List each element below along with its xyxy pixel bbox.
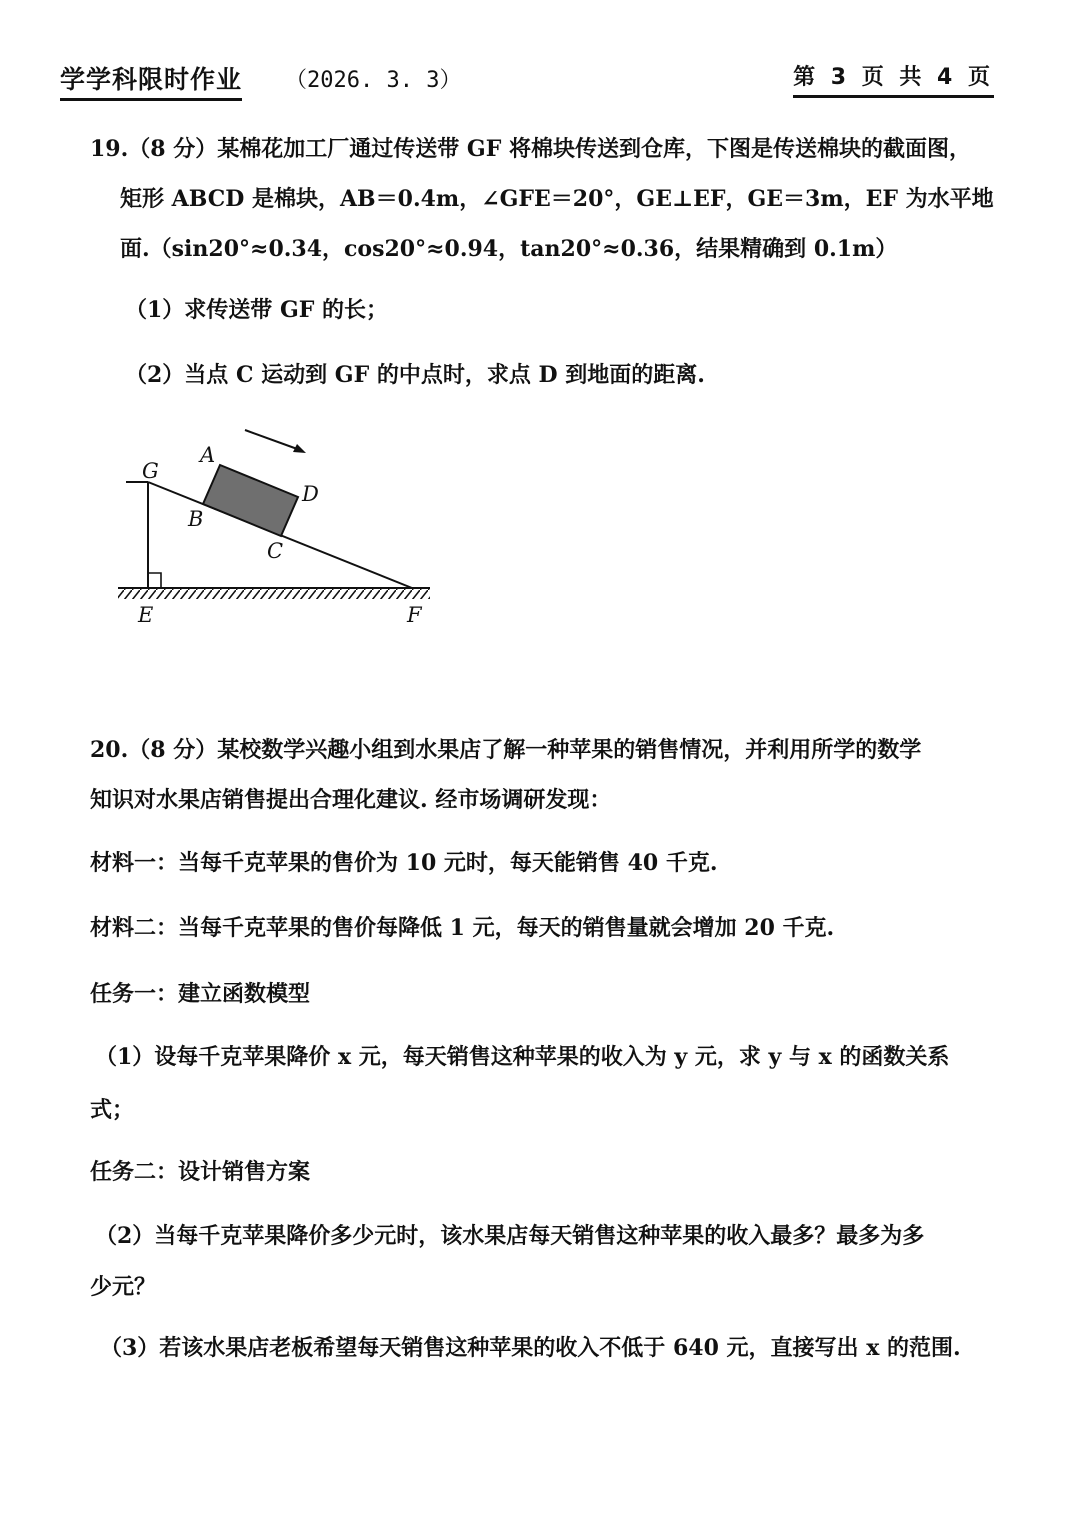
q20-line-1: 20.（8 分）某校数学兴趣小组到水果店了解一种苹果的销售情况，并利用所学的数学 — [90, 737, 922, 763]
direction-arrow — [245, 430, 300, 450]
q20-part-1-line-2: 式； — [90, 1097, 135, 1123]
q20-part-2-line-2: 少元？ — [90, 1274, 157, 1300]
q19-line-3: 面.（sin20°≈0.34，cos20°≈0.94，tan20°≈0.36，结果精确到 0.1m） — [120, 236, 898, 262]
cotton-block-abcd — [203, 465, 298, 536]
conveyor-figure — [100, 410, 460, 640]
q20-material-2: 材料二：当每千克苹果的售价每降低 1 元，每天的销售量就会增加 20 千克. — [90, 915, 835, 941]
label-b: B — [188, 507, 204, 531]
header-date: （2026. 3. 3） — [285, 68, 462, 93]
arrow-head-icon — [293, 444, 306, 453]
q20-material-1: 材料一：当每千克苹果的售价为 10 元时，每天能销售 40 千克. — [90, 850, 718, 876]
ground-hatch — [118, 589, 430, 599]
right-angle-mark — [148, 573, 161, 588]
q20-task-1: 任务一：建立函数模型 — [90, 981, 311, 1007]
q20-part-2-line-1: （2）当每千克苹果降价多少元时，该水果店每天销售这种苹果的收入最多？最多为多 — [95, 1223, 925, 1249]
label-a: A — [200, 443, 216, 467]
label-g: G — [142, 459, 159, 483]
q20-line-2: 知识对水果店销售提出合理化建议. 经市场调研发现： — [90, 787, 612, 813]
header-title: 学学科限时作业 — [60, 60, 242, 101]
label-e: E — [138, 603, 154, 627]
label-c: C — [267, 539, 284, 563]
q19-line-2: 矩形 ABCD 是棉块，AB＝0.4m，∠GFE＝20°，GE⊥EF，GE＝3m，EF 为水平地 — [120, 186, 994, 212]
label-f: F — [407, 603, 422, 627]
q19-line-1: 19.（8 分）某棉花加工厂通过传送带 GF 将棉块传送到仓库，下图是传送棉块的截面图， — [90, 136, 971, 162]
label-d: D — [302, 482, 319, 506]
q20-part-3: （3）若该水果店老板希望每天销售这种苹果的收入不低于 640 元，直接写出 x 的范围. — [100, 1335, 961, 1361]
q20-task-2: 任务二：设计销售方案 — [90, 1159, 311, 1185]
conveyor-diagram — [100, 410, 460, 640]
page-info: 第 3 页 共 4 页 — [793, 60, 994, 98]
page-header — [60, 50, 1000, 100]
q19-part-1: （1）求传送带 GF 的长； — [125, 297, 389, 323]
q20-part-1-line-1: （1）设每千克苹果降价 x 元，每天销售这种苹果的收入为 y 元，求 y 与 x 的函数关系 — [95, 1044, 950, 1070]
q19-part-2: （2）当点 C 运动到 GF 的中点时，求点 D 到地面的距离. — [125, 362, 705, 388]
